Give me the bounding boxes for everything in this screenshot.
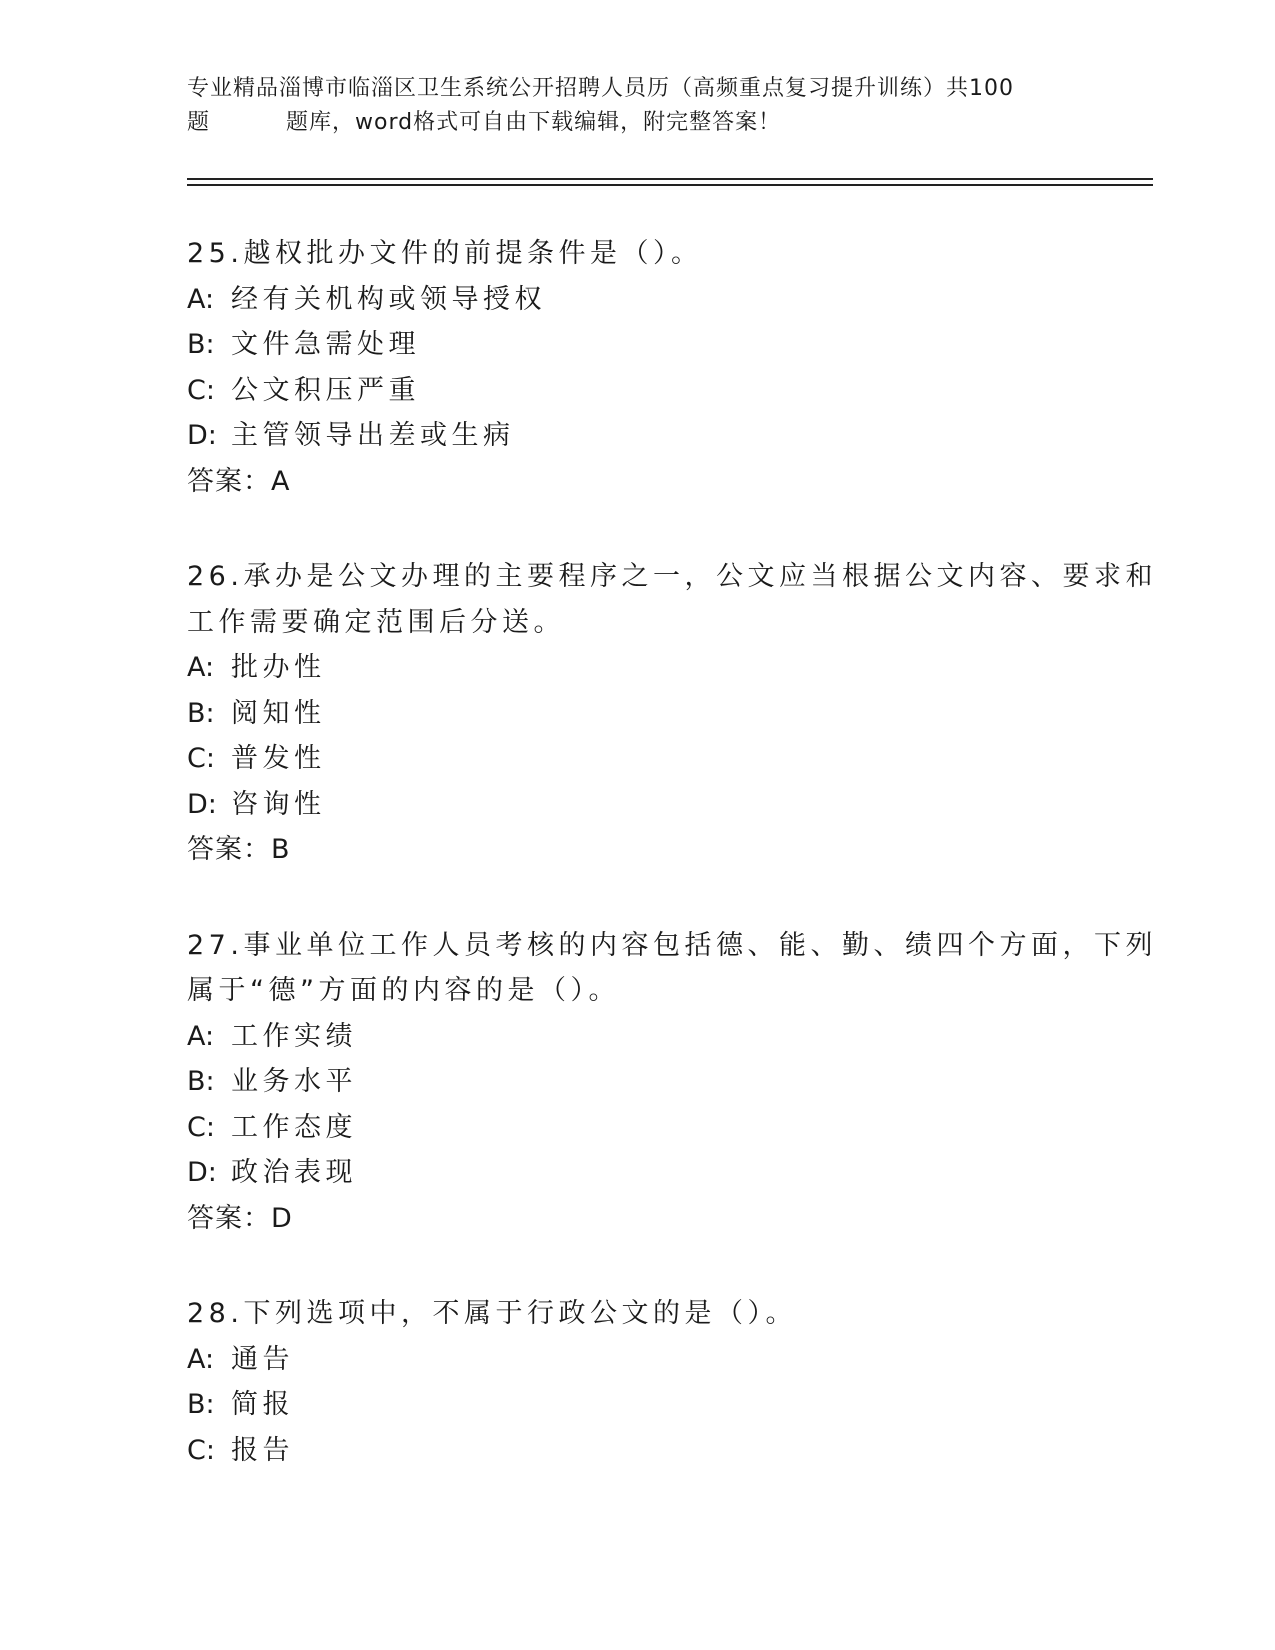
option-text: 政治表现: [231, 1157, 357, 1188]
question-text: 工作需要确定范围后分送。: [187, 606, 565, 638]
option-text: 通告: [231, 1343, 294, 1375]
option-text: 经有关机构或领导授权: [231, 283, 546, 315]
option-item: [187, 1105, 1087, 1151]
option-key: B:: [187, 329, 215, 360]
question-text: 25.越权批办文件的前提条件是（）。: [187, 238, 703, 269]
option-key: B:: [187, 1389, 215, 1420]
option-text: 批办性: [231, 652, 326, 683]
option-key: A:: [187, 652, 215, 683]
option-text: 咨询性: [231, 788, 326, 820]
option-item: [187, 1428, 1087, 1474]
option-text: 报告: [231, 1434, 294, 1466]
option-item: [187, 736, 1087, 782]
option-text: 工作态度: [231, 1111, 357, 1143]
option-key: C:: [187, 1434, 215, 1466]
header-title-line2: [187, 106, 1087, 140]
option-item: [187, 368, 1087, 414]
option-text: 主管领导出差或生病: [231, 420, 515, 451]
question-text: 26.承办是公文办理的主要程序之一，公文应当根据公文内容、要求和: [187, 561, 1157, 592]
option-text: 简报: [231, 1389, 294, 1420]
question-list: [187, 231, 1157, 1523]
option-text: 阅知性: [231, 697, 326, 729]
option-key: D:: [187, 1157, 217, 1188]
option-key: A:: [187, 1020, 215, 1052]
header-title-line1: 专业精品淄博市临淄区卫生系统公开招聘人员历（高频重点复习提升训练）共100: [187, 76, 1014, 101]
option-item: [187, 1382, 1087, 1428]
header-line2-left: 题: [187, 110, 211, 135]
option-key: D:: [187, 788, 217, 820]
option-key: B:: [187, 1066, 215, 1097]
option-item: [187, 691, 1087, 737]
question-text: 27.事业单位工作人员考核的内容包括德、能、勤、绩四个方面，下列: [187, 929, 1157, 961]
header-line2-right: 题库，word格式可自由下载编辑，附完整答案！: [286, 110, 782, 135]
answer-text: 答案：B: [187, 834, 291, 865]
option-item: [187, 322, 1087, 368]
option-text: 文件急需处理: [231, 329, 420, 360]
option-key: D:: [187, 420, 217, 451]
option-key: C:: [187, 743, 215, 774]
header-divider-bottom: [187, 184, 1153, 186]
question-block: [187, 923, 1157, 1242]
question-text: 属于“德”方面的内容的是（）。: [187, 975, 620, 1006]
option-item: [187, 782, 1087, 828]
option-item: [187, 645, 1087, 691]
option-item: [187, 1150, 1087, 1196]
option-item: [187, 413, 1087, 459]
answer-text: 答案：A: [187, 465, 291, 497]
header-divider-top: [187, 178, 1153, 180]
option-key: A:: [187, 1343, 215, 1375]
option-text: 公文积压严重: [231, 374, 420, 406]
option-key: A:: [187, 283, 215, 315]
option-item: [187, 1014, 1087, 1060]
option-item: [187, 277, 1087, 323]
question-text: 28.下列选项中，不属于行政公文的是（）。: [187, 1298, 797, 1329]
page-header: [187, 72, 1087, 140]
option-item: [187, 1337, 1087, 1383]
question-block: [187, 231, 1087, 504]
option-text: 普发性: [231, 743, 326, 774]
option-key: C:: [187, 1111, 215, 1143]
option-text: 工作实绩: [231, 1020, 357, 1052]
question-block: [187, 1291, 1087, 1473]
option-item: [187, 1059, 1087, 1105]
answer-text: 答案：D: [187, 1202, 293, 1234]
question-block: [187, 554, 1157, 873]
option-text: 业务水平: [231, 1066, 357, 1097]
option-key: B:: [187, 697, 215, 729]
option-key: C:: [187, 374, 215, 406]
